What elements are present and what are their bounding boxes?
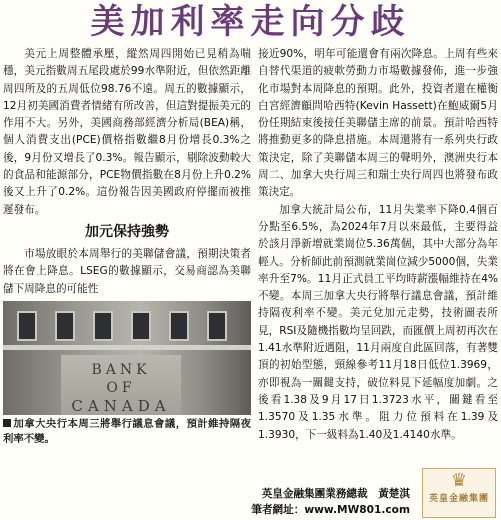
plaque-line-2: OF	[106, 379, 136, 396]
bank-plaque	[61, 355, 181, 415]
company-logo	[422, 468, 496, 518]
left-column	[3, 46, 251, 447]
author-line: 英皇金融集團業務總裁 黃楚淇	[261, 488, 410, 500]
caption-marker-icon	[3, 419, 11, 427]
building-ledge	[3, 345, 251, 350]
window	[207, 311, 227, 341]
window	[55, 311, 75, 341]
window	[93, 311, 113, 341]
right-paragraph-2: 加拿大統計局公布，11月失業率下降0.4個百分點至6.5%，為2024年7月以來最低，主要得益於該月淨新增就業崗位5.36萬個，其中大部分為年輕人。分析師此前預測就業崗位減少5000個，失業率升至7%。11月正式員工平均時薪漲幅維持在4%不變。本周三加拿大央行將舉行議息會議，預計維持隔夜利率不變。美元兌加元走勢，技術圖表所見，RSI及隨機指數均呈回跌，而匯價上周初再次在1.41水準附近遇阻，11月兩度自此區回落，有著雙頂的初始型態，頸線參考11月18日低位1.3969，亦即視為一關鍵支持，破位料見下延幅度加劇。之後看1.38及9月17日1.3723水平，關鍵看至1.3570及1.35水準。阻力位預料在1.39及1.3930，下一級料為1.40及1.4140水準。	[258, 203, 498, 441]
left-paragraph-1: 美元上周整體承壓，縱然周四開始已見稍為喘穩，美元指數周五尾段處於99水準附近，但依然距離周四所及的五周低位98.76不遠。周五的數據顯示，12月初美國消費者情緒有所改善，但這對提振美元的作用不大。另外，美國商務部經濟分析局(BEA)稱，個人消費支出(PCE)價格指數繼8月份增長0.3%之後，9月份又增長了0.3%。報告顯示，剔除波動較大的食品和能源部分，PCE物價指數在8月份上升0.2%後又上升了0.2%。這份報告因美國政府停擺而被推遲發布。	[3, 48, 251, 216]
photo-caption	[3, 417, 251, 447]
author-byline	[150, 486, 410, 518]
window	[131, 311, 151, 341]
caption-text: 加拿大央行本周三將舉行議息會議，預計維持隔夜利率不變。	[3, 417, 251, 445]
bank-of-canada-photo	[3, 301, 251, 415]
window	[17, 311, 37, 341]
crown-icon: ♛	[450, 470, 468, 491]
author-website[interactable]: 筆者網址：www.MW801.com	[251, 504, 410, 516]
right-column	[258, 46, 498, 444]
article-title: 美加利率走向分歧	[90, 2, 411, 42]
plaque-line-1: BANK	[91, 361, 151, 378]
left-paragraph-2: 市場放眼於本周舉行的美聯儲會議，預期決策者將在會上降息。LSEG的數據顯示，交易商認為美聯儲下周降息的可能性	[3, 247, 251, 295]
section-subheading: 加元保持強勢	[85, 223, 169, 240]
right-paragraph-1: 接近90%，明年可能還會有兩次降息。上周有些來自替代渠道的疲軟勞動力市場數據發佈，進一步強化市場對本周降息的預期。此外，投資者還在權衡白宮經濟顧問哈西特(Kevin Hassett)在鮑威爾5月份任期結束後接任美聯儲主席的前景。預計哈西特將推動更多的降息措施。本周還將有一系列央行政策決定，除了美聯儲本周三的聲明外，澳洲央行本周二、加拿大央行周三和瑞士央行周四也將發布政策決定。	[258, 48, 498, 199]
plaque-line-3: CANADA	[71, 396, 171, 415]
logo-text: 英皇金融集團	[428, 494, 489, 504]
window	[169, 311, 189, 341]
